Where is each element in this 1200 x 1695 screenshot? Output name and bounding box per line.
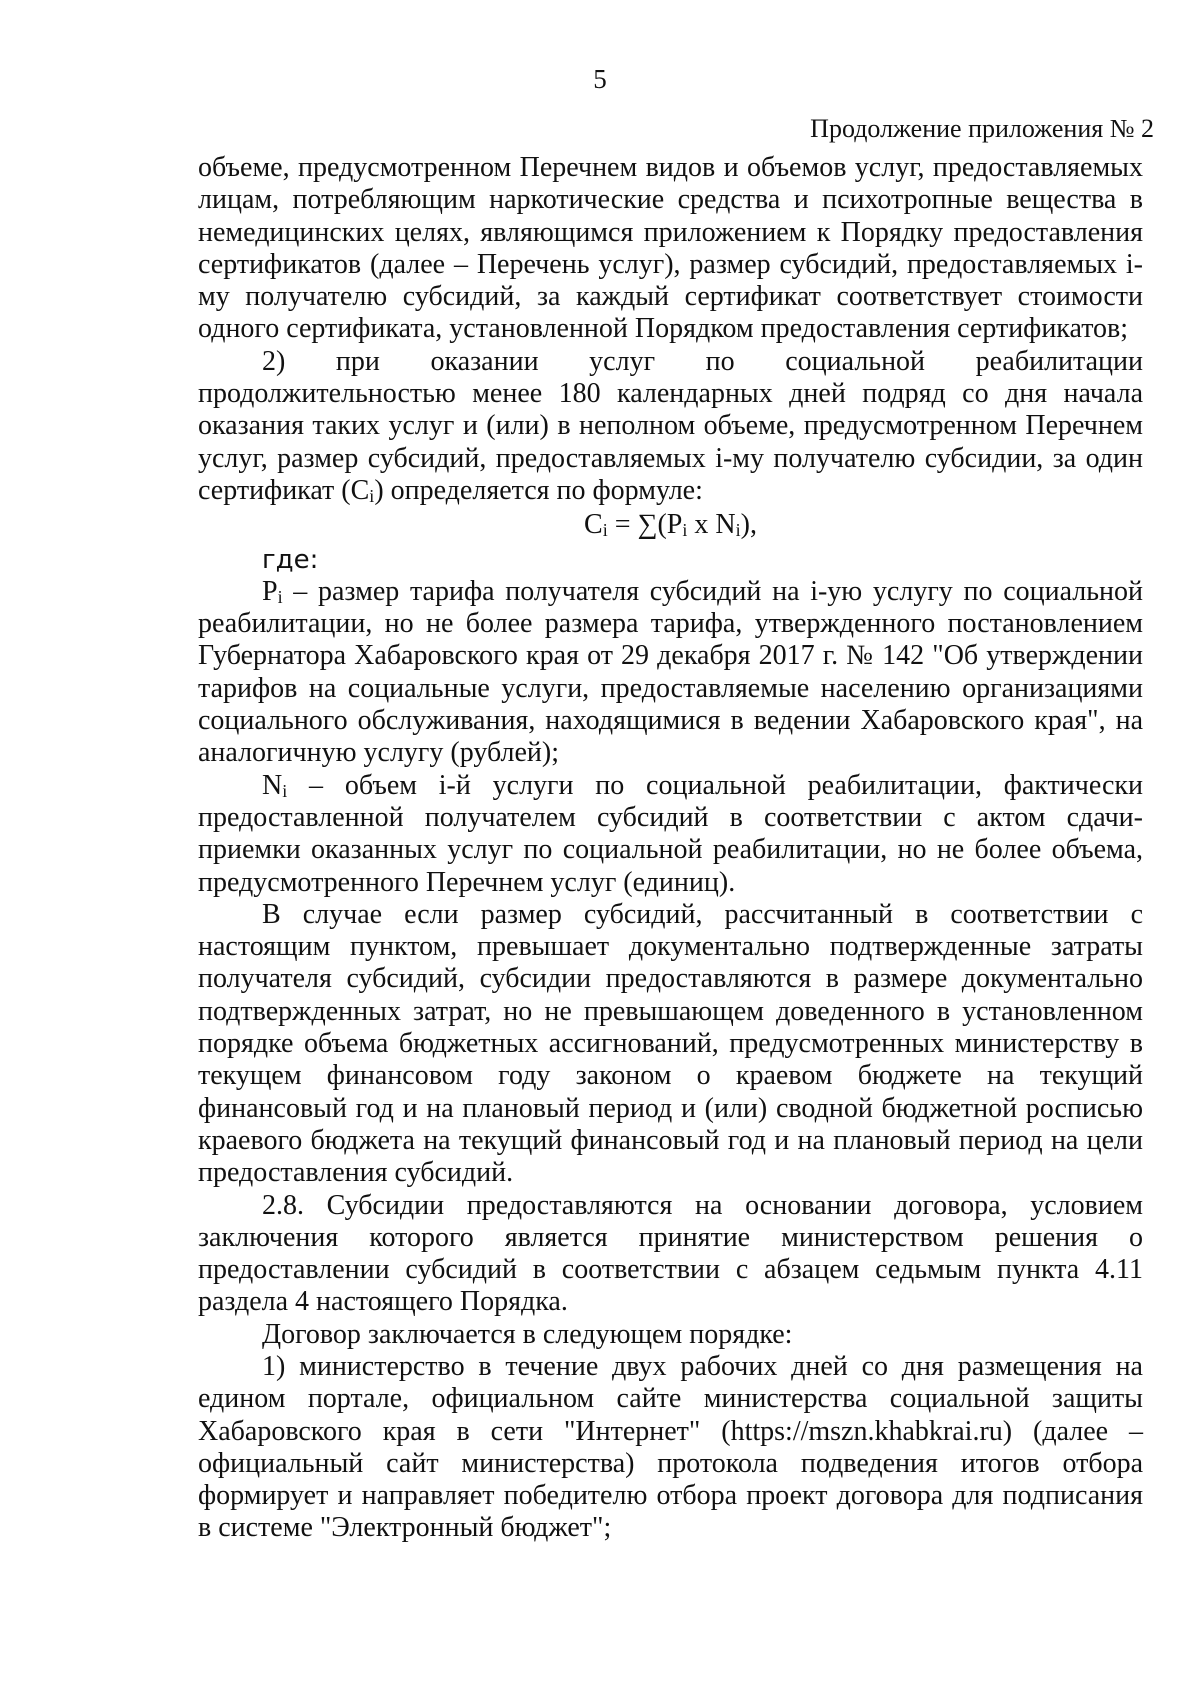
paragraph-order-item-1: 1) министерство в течение двух рабочих дней со дня размещения на едином портале, официальном сайте министерства социальной защиты Хабаровского края в сети "Интернет" (https://mszn.khabkrai.ru) (далее – официальный сайт министерства) протокола подведения итогов отбора формирует и направляет победителю отбора проект договора для подписания в системе "Электронный бюджет";: [198, 1350, 1143, 1544]
paragraph-contract-order: Договор заключается в следующем порядке:: [262, 1318, 793, 1350]
definition-pi: $P_i$ – размер тарифа получателя субсидий на i-ую услугу по социальной реабилитации, но не более размера тарифа, утвержденного постановлением Губернатора Хабаровского края от 29 декабря 2017 г. № 142 "Об утверждении тарифов на социальные услуги, предоставляемые населению организациями социального обслуживания, находящимися в ведении Хабаровского края", на аналогичную услугу (рублей);: [198, 575, 1143, 769]
page-number: 5: [593, 64, 607, 94]
appendix-continuation-note: Продолжение приложения № 2: [810, 114, 1154, 143]
paragraph-certificate-cost: объеме, предусмотренном Перечнем видов и объемов услуг, предоставляемых лицам, потребляющим наркотические средства и психотропные вещества в немедицинских целях, являющимся приложением к Порядку предоставления сертификатов (далее – Перечень услуг), размер субсидий, предоставляемых i-му получателю субсидий, за каждый сертификат соответствует стоимости одного сертификата, установленной Порядком предоставления сертификатов;: [198, 152, 1143, 345]
paragraph-subsidy-limit: В случае если размер субсидий, рассчитанный в соответствии с настоящим пунктом, превышает документально подтвержденные затраты получателя субсидий, субсидии предоставляются в размере документально подтвержденных затрат, но не превышающем доведенного в установленном порядке объема бюджетных ассигнований, предусмотренных министерству в текущем финансовом году законом о краевом бюджете на текущий финансовый год и на плановый период и (или) сводной бюджетной росписью краевого бюджета на текущий финансовый год и на плановый период на цели предоставления субсидий.: [198, 898, 1143, 1189]
where-label: где:: [262, 544, 319, 575]
definition-ni: $N_i$ – объем i-й услуги по социальной реабилитации, фактически предоставленной получателем субсидий в соответствии с актом сдачи-приемки оказанных услуг по социальной реабилитации, но не более объема, предусмотренного Перечнем услуг (единиц).: [198, 769, 1143, 898]
document-body: [198, 152, 1143, 1545]
formula: $C_i = \sum(P_i$ x $N_i$),: [584, 509, 757, 541]
paragraph-partial-rehabilitation: 2) при оказании услуг по социальной реабилитации продолжительностью менее 180 календарных дней подряд со дня начала оказания таких услуг и (или) в неполном объеме, предусмотренном Перечнем услуг, размер субсидий, предоставляемых i-му получателю субсидии, за один сертификат $(C_i)$ определяется по формуле:: [198, 345, 1143, 506]
paragraph-2-8: 2.8. Субсидии предоставляются на основании договора, условием заключения которого является принятие министерством решения о предоставлении субсидий в соответствии с абзацем седьмым пункта 4.11 раздела 4 настоящего Порядка.: [198, 1189, 1143, 1318]
